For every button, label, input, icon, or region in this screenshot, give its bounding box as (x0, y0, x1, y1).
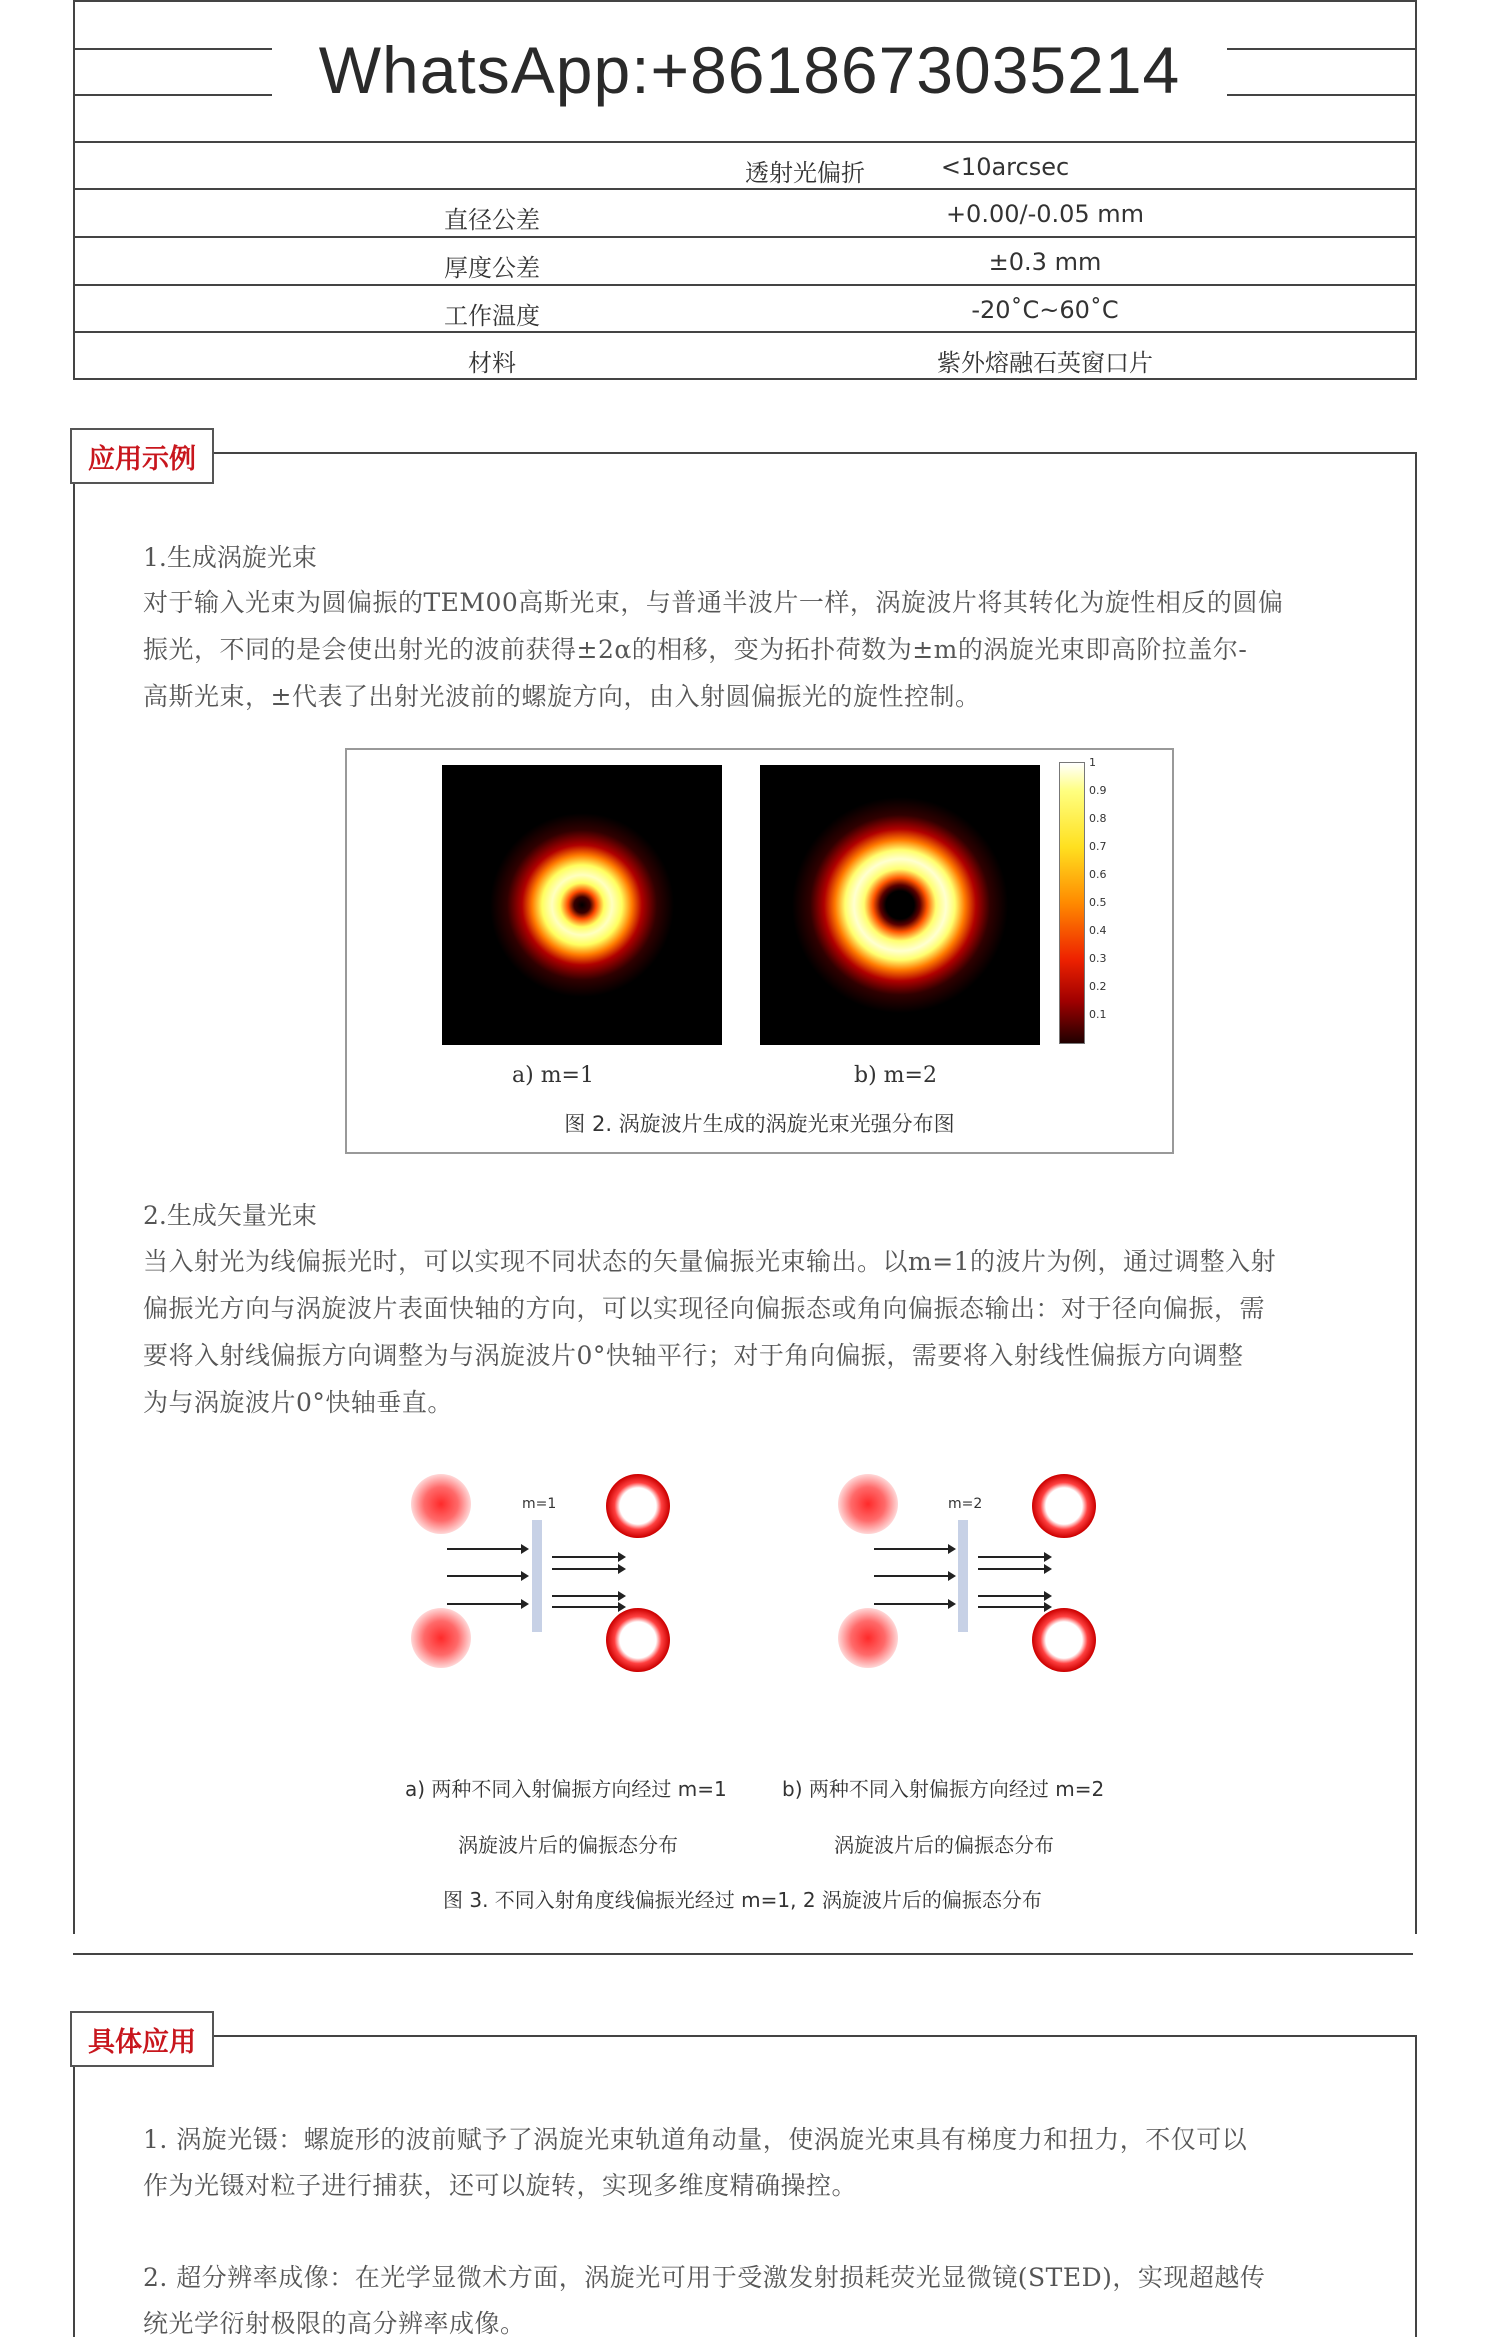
output-ray-arrow (552, 1568, 624, 1570)
colorbar-tick-label: 0.6 (1089, 868, 1107, 881)
output-ray-arrow (978, 1556, 1050, 1558)
item-heading: 2.生成矢量光束 (143, 1201, 317, 1230)
output-ray-arrow (978, 1606, 1050, 1608)
figure3-caption-b-line2: 涡旋波片后的偏振态分布 (834, 1833, 1054, 1857)
paragraph-line: 统光学衍射极限的高分辨率成像。 (143, 2309, 526, 2338)
incident-ray-arrow (447, 1548, 527, 1550)
item-heading: 1.生成涡旋光束 (143, 543, 317, 572)
paragraph-line: 振光，不同的是会使出射光的波前获得±2α的相移，变为拓扑荷数为±m的涡旋光束即高阶拉盖尔- (143, 635, 1248, 664)
colorbar (1059, 762, 1085, 1044)
incident-ray-arrow (447, 1603, 527, 1605)
figure3-caption-b-line1: b) 两种不同入射偏振方向经过 m=2 (782, 1777, 1105, 1801)
spec-value: <10arcsec (940, 153, 1070, 181)
table-row (75, 286, 1415, 332)
figure-polarization-states (380, 1450, 1140, 1710)
spec-key: 材料 (468, 349, 516, 377)
colorbar-tick-label: 0.2 (1089, 980, 1107, 993)
spec-value: ±0.3 mm (988, 248, 1102, 276)
colorbar-tick-label: 0.3 (1089, 952, 1107, 965)
vortex-output-ring (1032, 1608, 1096, 1672)
table-row (75, 143, 1415, 189)
figure3-caption-a-line1: a) 两种不同入射偏振方向经过 m=1 (405, 1777, 727, 1801)
figure-caption: 图 2. 涡旋波片生成的涡旋光束光强分布图 (564, 1112, 955, 1136)
paragraph-line: 为与涡旋波片0°快轴垂直。 (143, 1388, 453, 1417)
paragraph-line: 1. 涡旋光镊：螺旋形的波前赋予了涡旋光束轨道角动量，使涡旋光束具有梯度力和扭力，不仅可以 (143, 2125, 1248, 2154)
paragraph-line: 要将入射线偏振方向调整为与涡旋波片0°快轴平行；对于角向偏振，需要将入射线性偏振方向调整 (143, 1341, 1244, 1370)
output-ray-arrow (978, 1568, 1050, 1570)
application-item (143, 2255, 1343, 2347)
vortex-output-ring (606, 1608, 670, 1672)
vortex-output-ring (606, 1474, 670, 1538)
waveplate-label-m1: m=1 (522, 1496, 557, 1512)
section-bottom-border (73, 1953, 1413, 1955)
paragraph-line: 2. 超分辨率成像：在光学显微术方面，涡旋光可用于受激发射损耗荧光显微镜(STED)，实现超越传 (143, 2263, 1266, 2292)
section-title-application-examples: 应用示例 (70, 428, 214, 484)
input-beam-spot (838, 1474, 898, 1534)
spec-value: -20˚C~60˚C (971, 296, 1119, 324)
incident-ray-arrow (874, 1548, 954, 1550)
output-ray-arrow (552, 1606, 624, 1608)
spec-key: 透射光偏折 (745, 159, 865, 187)
incident-ray-arrow (874, 1575, 954, 1577)
beam-intensity-image-m1 (442, 765, 722, 1045)
beam-intensity-image-m2 (760, 765, 1040, 1045)
waveplate-label-m2: m=2 (948, 1496, 983, 1512)
panel-a-label: a) m=1 (512, 1063, 594, 1088)
spec-value: 紫外熔融石英窗口片 (937, 349, 1153, 377)
input-beam-spot (411, 1608, 471, 1668)
paragraph-line: 偏振光方向与涡旋波片表面快轴的方向，可以实现径向偏振态或角向偏振态输出：对于径向偏振，需 (143, 1294, 1266, 1323)
vortex-output-ring (1032, 1474, 1096, 1538)
application-item (143, 2117, 1343, 2209)
input-beam-spot (411, 1474, 471, 1534)
panel-b-label: b) m=2 (854, 1063, 937, 1088)
output-ray-arrow (552, 1556, 624, 1558)
figure-vortex-intensity (345, 748, 1174, 1154)
spec-key: 工作温度 (444, 302, 540, 330)
whatsapp-watermark: WhatsApp:+8618673035214 (272, 20, 1227, 120)
paragraph-line: 当入射光为线偏振光时，可以实现不同状态的矢量偏振光束输出。以m=1的波片为例，通过调整入射 (143, 1247, 1277, 1276)
table-row (75, 190, 1415, 236)
item-paragraph (143, 1238, 1343, 1426)
colorbar-tick-label: 0.5 (1089, 896, 1107, 909)
paragraph-line: 作为光镊对粒子进行捕获，还可以旋转，实现多维度精确操控。 (143, 2171, 858, 2200)
figure3-caption-a-line2: 涡旋波片后的偏振态分布 (458, 1833, 678, 1857)
paragraph-line: 高斯光束，±代表了出射光波前的螺旋方向，由入射圆偏振光的旋性控制。 (143, 682, 981, 711)
colorbar-tick-label: 1 (1089, 756, 1096, 769)
input-beam-spot (838, 1608, 898, 1668)
table-row (75, 238, 1415, 284)
paragraph-line: 对于输入光束为圆偏振的TEM00高斯光束，与普通半波片一样，涡旋波片将其转化为旋性相反的圆偏 (143, 588, 1284, 617)
spec-value: +0.00/-0.05 mm (945, 200, 1145, 228)
colorbar-tick-label: 0.1 (1089, 1008, 1107, 1021)
output-ray-arrow (978, 1595, 1050, 1597)
figure3-caption: 图 3. 不同入射角度线偏振光经过 m=1, 2 涡旋波片后的偏振态分布 (443, 1888, 1042, 1912)
colorbar-tick-label: 0.8 (1089, 812, 1107, 825)
output-ray-arrow (552, 1595, 624, 1597)
waveplate (532, 1520, 542, 1632)
incident-ray-arrow (874, 1603, 954, 1605)
table-border (75, 0, 1415, 2)
colorbar-tick-label: 0.7 (1089, 840, 1107, 853)
spec-key: 厚度公差 (444, 254, 540, 282)
waveplate (958, 1520, 968, 1632)
colorbar-tick-label: 0.9 (1089, 784, 1107, 797)
table-row (75, 333, 1415, 379)
spec-key: 直径公差 (444, 206, 540, 234)
item-paragraph (143, 579, 1343, 720)
colorbar-tick-label: 0.4 (1089, 924, 1107, 937)
incident-ray-arrow (447, 1575, 527, 1577)
section-title-specific-applications: 具体应用 (70, 2011, 214, 2067)
